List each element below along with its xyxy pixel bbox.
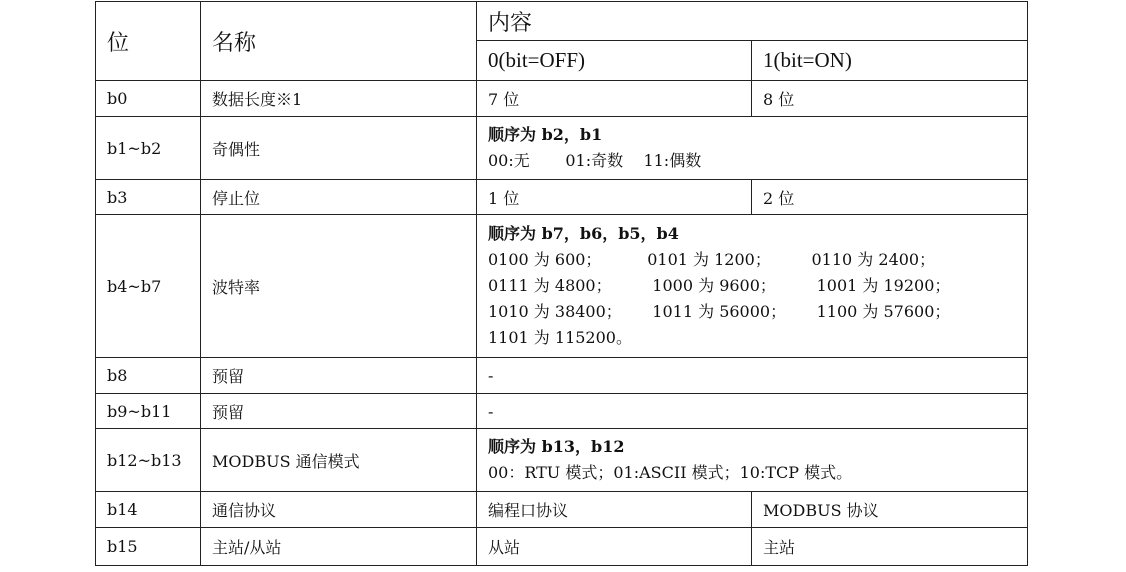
row-name: 停止位 xyxy=(201,180,477,215)
order-note: 顺序为 b13，b12 xyxy=(488,437,625,456)
option-line: 0100 为 600； 0101 为 1200； 0110 为 2400； xyxy=(488,250,936,269)
row-name: 数据长度※1 xyxy=(201,81,477,117)
row-merged xyxy=(477,215,1028,358)
header-row xyxy=(96,2,1028,41)
row-bit: b0 xyxy=(96,81,201,117)
row-name: 波特率 xyxy=(201,215,477,358)
table-row xyxy=(96,429,1028,492)
table-row xyxy=(96,358,1028,394)
row-merged: - xyxy=(477,394,1028,429)
row-off: 7 位 xyxy=(477,81,752,117)
row-bit: b15 xyxy=(96,528,201,566)
row-name: 通信协议 xyxy=(201,492,477,528)
header-off: 0(bit=OFF) xyxy=(477,41,752,81)
table-row xyxy=(96,492,1028,528)
table-row xyxy=(96,81,1028,117)
row-on: 主站 xyxy=(752,528,1028,566)
table-row xyxy=(96,394,1028,429)
header-on: 1(bit=ON) xyxy=(752,41,1028,81)
row-bit: b1~b2 xyxy=(96,117,201,180)
row-bit: b9~b11 xyxy=(96,394,201,429)
row-bit: b8 xyxy=(96,358,201,394)
row-name: 奇偶性 xyxy=(201,117,477,180)
row-name: 主站/从站 xyxy=(201,528,477,566)
row-merged xyxy=(477,429,1028,492)
row-bit: b12~b13 xyxy=(96,429,201,492)
option-line: 1101 为 115200。 xyxy=(488,328,632,347)
header-bit: 位 xyxy=(96,2,201,81)
row-bit: b4~b7 xyxy=(96,215,201,358)
table-row xyxy=(96,215,1028,358)
order-note: 顺序为 b2，b1 xyxy=(488,125,603,144)
header-name: 名称 xyxy=(201,2,477,81)
row-on: MODBUS 协议 xyxy=(752,492,1028,528)
option-line: 00：RTU 模式；01:ASCII 模式；10:TCP 模式。 xyxy=(488,463,853,482)
header-content: 内容 xyxy=(477,2,1028,41)
table-row xyxy=(96,528,1028,566)
bit-definition-table xyxy=(95,1,1028,566)
row-on: 8 位 xyxy=(752,81,1028,117)
row-merged: - xyxy=(477,358,1028,394)
row-name: 预留 xyxy=(201,358,477,394)
row-merged xyxy=(477,117,1028,180)
table-row xyxy=(96,180,1028,215)
order-note: 顺序为 b7，b6，b5，b4 xyxy=(488,224,679,243)
row-bit: b14 xyxy=(96,492,201,528)
table-row xyxy=(96,117,1028,180)
row-off: 1 位 xyxy=(477,180,752,215)
row-name: MODBUS 通信模式 xyxy=(201,429,477,492)
row-off: 从站 xyxy=(477,528,752,566)
option-line: 00:无 01:奇数 11:偶数 xyxy=(488,151,702,170)
row-on: 2 位 xyxy=(752,180,1028,215)
option-line: 1010 为 38400； 1011 为 56000； 1100 为 57600； xyxy=(488,302,951,321)
row-bit: b3 xyxy=(96,180,201,215)
row-name: 预留 xyxy=(201,394,477,429)
row-off: 编程口协议 xyxy=(477,492,752,528)
option-line: 0111 为 4800； 1000 为 9600； 1001 为 19200； xyxy=(488,276,951,295)
